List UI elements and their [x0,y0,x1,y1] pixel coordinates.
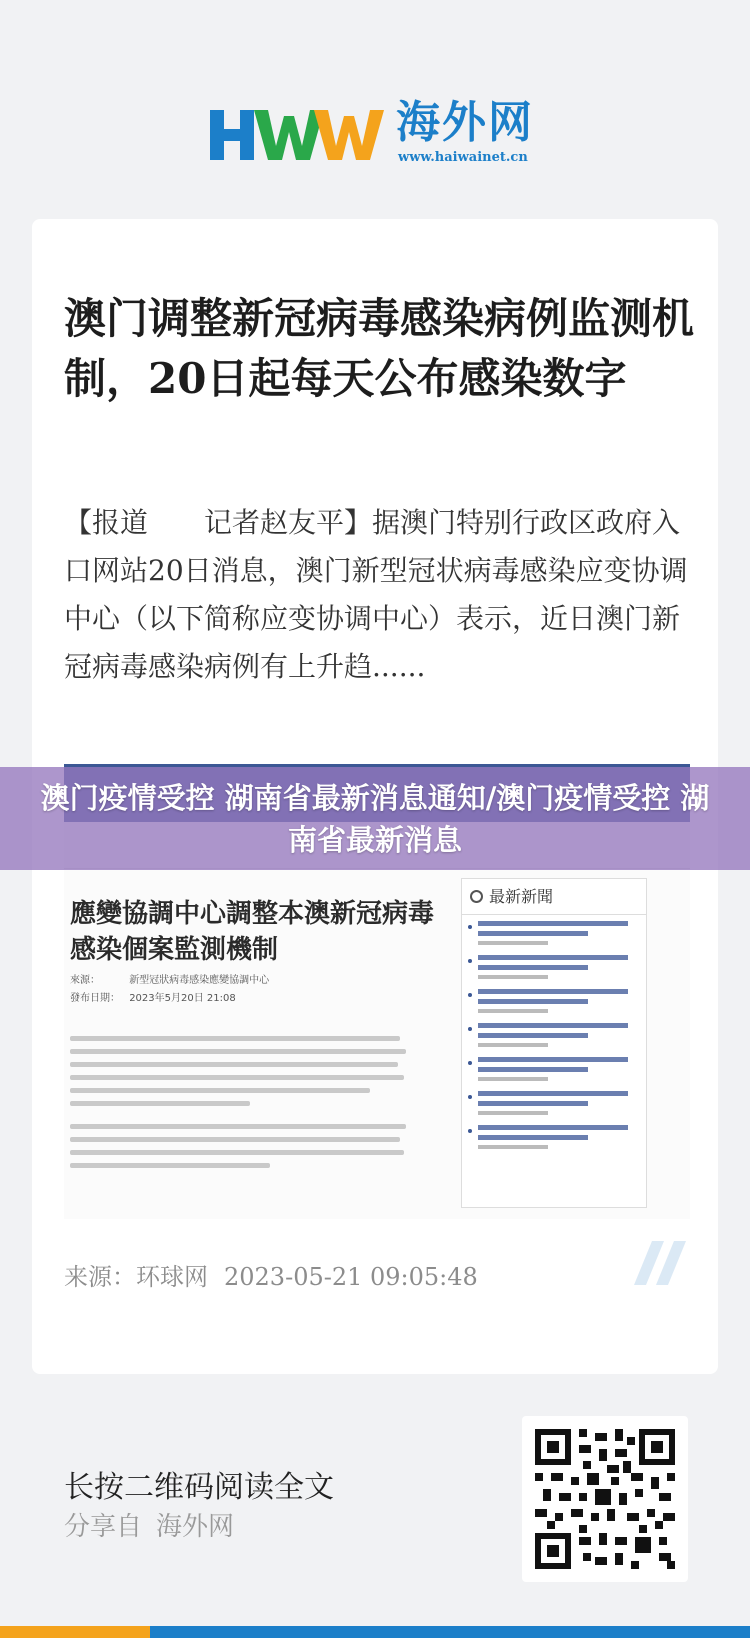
haiwainet-logo[interactable] [210,96,550,176]
image-meta-value: 新型冠狀病毒感染應變協調中心 [129,975,270,986]
source-name: 环球网 [136,1263,208,1291]
bottom-stripe-accent [0,1626,150,1638]
article-source [64,1257,478,1292]
image-meta-row [70,990,269,1008]
image-sidebar-item [462,915,646,949]
image-meta-label: 來源： [70,975,100,986]
slashes-decoration-icon [632,1241,692,1289]
image-sidebar-title: 最新新聞 [489,887,554,906]
share-info [64,1506,234,1543]
share-prefix: 分享自 [64,1512,143,1542]
share-source: 海外网 [156,1512,235,1542]
article-summary: 【报道 记者赵友平】据澳门特别行政区政府入口网站20日消息，澳门新型冠状病毒感染应变协调中心（以下简称应变协调中心）表示，近日澳门新冠病毒感染病例有上升趋...... [64,506,688,683]
clock-icon [470,890,483,903]
logo-url: www.haiwainet.cn [398,150,528,165]
image-sidebar-item [462,1119,646,1153]
page-header [0,0,750,215]
publish-datetime: 2023-05-21 09:05:48 [224,1263,478,1291]
share-footer [0,1374,750,1638]
source-label: 来源： [64,1263,136,1291]
image-meta-row [70,972,269,990]
qr-code-icon [535,1429,675,1569]
image-body-text [70,1036,410,1176]
qr-code[interactable] [522,1416,688,1582]
qr-label: 长按二维码阅读全文 [64,1470,334,1505]
article-title: 澳门调整新冠病毒感染病例监测机制，20日起每天公布感染数字 [64,294,695,403]
hww-logo-icon [210,102,386,166]
banner-text: 澳门疫情受控 湖南省最新消息通知/澳门疫情受控 湖南省最新消息 [40,781,710,857]
image-sidebar-item [462,983,646,1017]
image-sidebar-item [462,1051,646,1085]
image-meta [70,972,269,1008]
logo-chinese-name: 海外网 [396,97,534,148]
image-heading: 應變協調中心調整本澳新冠病毒感染個案監測機制 [70,899,435,965]
image-meta-label: 發布日期： [70,993,120,1004]
image-sidebar [461,878,647,1208]
image-sidebar-header [462,879,646,915]
image-sidebar-item [462,1085,646,1119]
image-meta-value: 2023年5月20日 21:08 [129,993,236,1004]
image-sidebar-item [462,949,646,983]
headline-banner[interactable] [0,767,750,870]
image-sidebar-item [462,1017,646,1051]
